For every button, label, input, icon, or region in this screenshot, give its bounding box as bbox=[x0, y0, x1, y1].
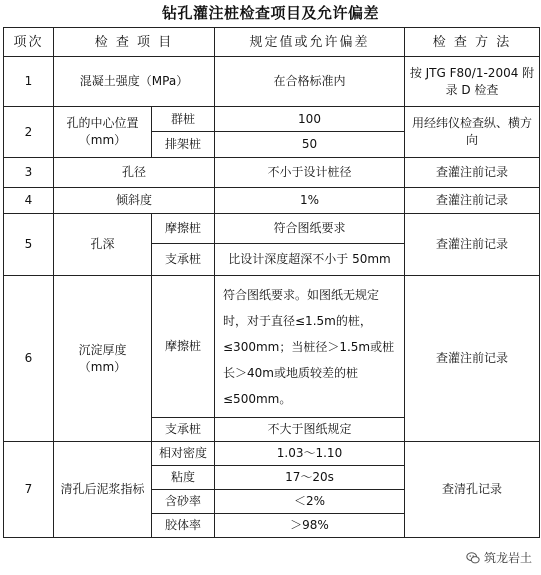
table-title: 钻孔灌注桩检查项目及允许偏差 bbox=[161, 4, 379, 22]
row-method: 查灌注前记录 bbox=[405, 276, 540, 442]
row-spec: 100 bbox=[215, 107, 405, 132]
row-no: 6 bbox=[4, 276, 54, 442]
row-no: 7 bbox=[4, 442, 54, 538]
header-row bbox=[4, 28, 540, 57]
header-item: 检 查 项 目 bbox=[54, 28, 215, 57]
row-spec: 不大于图纸规定 bbox=[215, 418, 405, 442]
row-item: 清孔后泥浆指标 bbox=[54, 442, 152, 538]
row-spec: 17～20s bbox=[215, 466, 405, 490]
header-spec: 规定值或允许偏差 bbox=[215, 28, 405, 57]
row-spec: ＜2% bbox=[215, 490, 405, 514]
row-no: 1 bbox=[4, 57, 54, 107]
table-row bbox=[4, 442, 540, 466]
row-subitem: 排架桩 bbox=[152, 132, 215, 158]
row-no: 5 bbox=[4, 214, 54, 276]
wechat-icon bbox=[466, 551, 480, 565]
watermark bbox=[463, 548, 535, 567]
table-row bbox=[4, 57, 540, 107]
row-spec: 符合图纸要求 bbox=[215, 214, 405, 244]
row-method: 查灌注前记录 bbox=[405, 214, 540, 276]
row-subitem: 摩擦桩 bbox=[152, 276, 215, 418]
row-item: 孔的中心位置（mm） bbox=[54, 107, 152, 158]
row-spec: 1.03～1.10 bbox=[215, 442, 405, 466]
row-subitem: 胶体率 bbox=[152, 514, 215, 538]
row-subitem: 群桩 bbox=[152, 107, 215, 132]
row-method: 查灌注前记录 bbox=[405, 158, 540, 188]
row-method: 查灌注前记录 bbox=[405, 188, 540, 214]
row-method: 按 JTG F80/1-2004 附录 D 检查 bbox=[405, 57, 540, 107]
row-spec: 比设计深度超深不小于 50mm bbox=[215, 244, 405, 276]
row-spec: 不小于设计桩径 bbox=[215, 158, 405, 188]
row-subitem: 支承桩 bbox=[152, 418, 215, 442]
header-method: 检 查 方 法 bbox=[405, 28, 540, 57]
row-spec: 在合格标准内 bbox=[215, 57, 405, 107]
row-no: 3 bbox=[4, 158, 54, 188]
row-item: 孔径 bbox=[54, 158, 215, 188]
header-no: 项次 bbox=[4, 28, 54, 57]
table-row bbox=[4, 158, 540, 188]
inspection-table bbox=[3, 27, 540, 538]
row-subitem: 摩擦桩 bbox=[152, 214, 215, 244]
row-item: 倾斜度 bbox=[54, 188, 215, 214]
row-item: 混凝土强度（MPa） bbox=[54, 57, 215, 107]
row-no: 4 bbox=[4, 188, 54, 214]
row-subitem: 支承桩 bbox=[152, 244, 215, 276]
row-method: 用经纬仪检查纵、横方向 bbox=[405, 107, 540, 158]
row-item: 孔深 bbox=[54, 214, 152, 276]
row-subitem: 相对密度 bbox=[152, 442, 215, 466]
table-row bbox=[4, 188, 540, 214]
row-subitem: 粘度 bbox=[152, 466, 215, 490]
row-no: 2 bbox=[4, 107, 54, 158]
row-method: 查清孔记录 bbox=[405, 442, 540, 538]
table-row bbox=[4, 276, 540, 418]
table-row bbox=[4, 214, 540, 244]
row-spec: 1% bbox=[215, 188, 405, 214]
row-spec: 50 bbox=[215, 132, 405, 158]
table-row bbox=[4, 107, 540, 132]
row-spec: ＞98% bbox=[215, 514, 405, 538]
row-subitem: 含砂率 bbox=[152, 490, 215, 514]
row-spec-long: 符合图纸要求。如图纸无规定时，对于直径≤1.5m的桩，≤300mm；当桩径＞1.5m或桩长＞40m或地质较差的桩≤500mm。 bbox=[215, 276, 405, 418]
watermark-text: 筑龙岩土 bbox=[483, 551, 532, 565]
row-item: 沉淀厚度（mm） bbox=[54, 276, 152, 442]
